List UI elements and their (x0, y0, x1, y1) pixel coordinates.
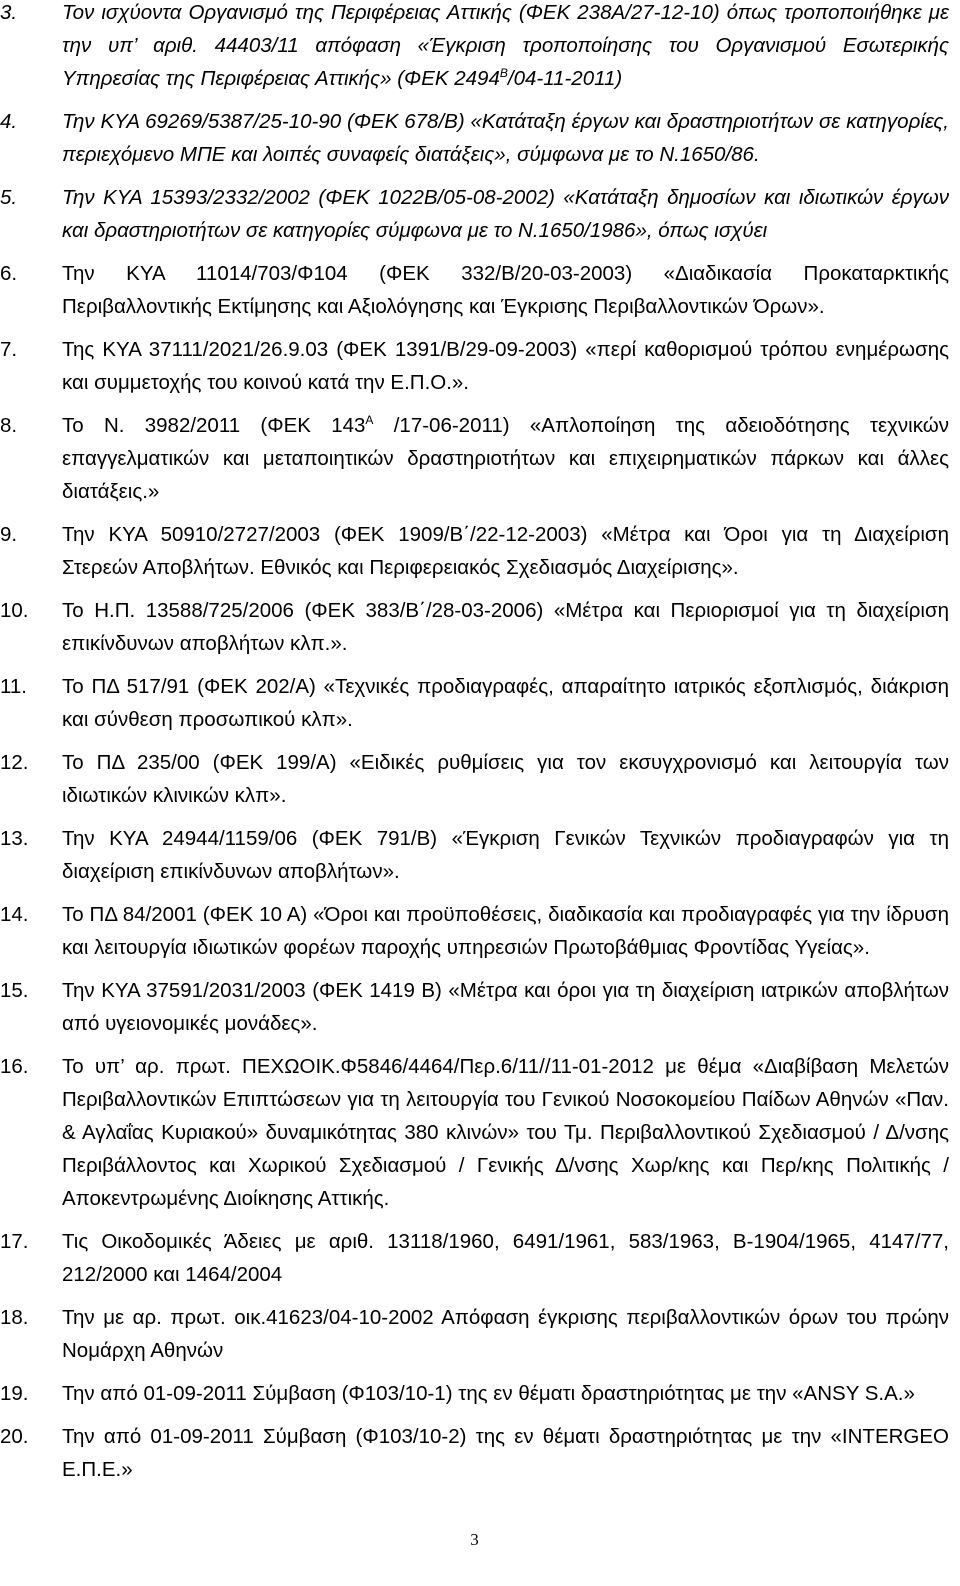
item-number: 19. (0, 1382, 29, 1405)
list-item (0, 974, 949, 1040)
item-text-main: Την από 01-09-2011 Σύμβαση (Φ103/10-1) της εν θέματι δραστηριότητας με την «ANSY S.A.» (62, 1382, 915, 1405)
item-text (62, 675, 949, 731)
item-number: 7. (0, 338, 18, 361)
item-number: 13. (0, 827, 29, 850)
item-number: 4. (0, 110, 18, 133)
item-text-main: Την ΚΥΑ 11014/703/Φ104 (ΦΕΚ 332/Β/20-03-2003) «Διαδικασία Προκαταρκτικής Περιβαλλοντικής Εκτίμησης και Αξιολόγησης και Έγκρισης Περιβαλλοντικών Όρων». (62, 262, 949, 318)
item-text (62, 1, 949, 90)
item-text-main: Το υπ’ αρ. πρωτ. ΠΕΧΩΟΙΚ.Φ5846/4464/Περ.6/11//11-01-2012 με θέμα «Διαβίβαση Μελετών Περιβαλλοντικών Επιπτώσεων για τη λειτουργία του Γενικού Νοσοκομείου Παίδων Αθηνών «Παν. & Αγλαΐας Κυριακού» δυναμικότητας 380 κλινών» του Τμ. Περιβαλλοντικού Σχεδιασμού / Δ/νσης Περιβάλλοντος και Χωρικού Σχεδιασμού / Γενικής Δ/νσης Χωρ/κης και Περ/κης Πολιτικής / Αποκεντρωμένης Διοίκησης Αττικής. (62, 1055, 949, 1210)
item-number: 14. (0, 903, 29, 926)
item-text (62, 523, 949, 579)
item-text-main: Τον ισχύοντα Οργανισμό της Περιφέρειας Αττικής (ΦΕΚ 238Α/27-12-10) όπως τροποποιήθηκε με την υπ’ αριθ. 44403/11 απόφαση «Έγκριση τροποποίησης του Οργανισμού Εσωτερικής Υπηρεσίας της Περιφέρειας Αττικής» (ΦΕΚ 2494 (62, 1, 949, 90)
item-text-main: Της ΚΥΑ 37111/2021/26.9.03 (ΦΕΚ 1391/Β/29-09-2003) «περί καθορισμού τρόπου ενημέρωσης και συμμετοχής του κοινού κατά την Ε.Π.Ο.». (62, 338, 949, 394)
item-text-main: Το ΠΔ 235/00 (ΦΕΚ 199/Α) «Ειδικές ρυθμίσεις για τον εκσυγχρονισμό και λειτουργία των ιδιωτικών κλινικών κλπ». (62, 751, 949, 807)
item-text (62, 979, 949, 1035)
list-item (0, 594, 949, 660)
item-text-tail: /04-11-2011) (507, 67, 623, 90)
item-text-main: Την ΚΥΑ 15393/2332/2002 (ΦΕΚ 1022Β/05-08-2002) «Κατάταξη δημοσίων και ιδιωτικών έργων και δραστηριοτήτων σε κατηγορίες σύμφωνα με το Ν.1650/1986», όπως ισχύει (62, 186, 949, 242)
page-number: 3 (470, 1530, 479, 1549)
item-text-main: Την ΚΥΑ 50910/2727/2003 (ΦΕΚ 1909/Β΄/22-12-2003) «Μέτρα και Όροι για τη Διαχείριση Στερεών Αποβλήτων. Εθνικός και Περιφερειακός Σχεδιασμός Διαχείρισης». (62, 523, 949, 579)
item-text (62, 338, 949, 394)
list-item (0, 105, 949, 171)
item-number: 8. (0, 414, 18, 437)
item-number: 15. (0, 979, 29, 1002)
item-text-main: Την ΚΥΑ 37591/2031/2003 (ΦΕΚ 1419 Β) «Μέτρα και όροι για τη διαχείριση ιατρικών αποβλήτων από υγειονομικές μονάδες». (62, 979, 949, 1035)
item-number: 9. (0, 523, 18, 546)
list-item (0, 181, 949, 247)
item-number: 6. (0, 262, 18, 285)
item-text-main: Την από 01-09-2011 Σύμβαση (Φ103/10-2) της εν θέματι δραστηριότητας με την «INTERGEO Ε.Π.Ε.» (62, 1425, 949, 1481)
item-number: 11. (0, 675, 27, 698)
item-number: 18. (0, 1306, 29, 1329)
item-text-main: Το Η.Π. 13588/725/2006 (ΦΕΚ 383/Β΄/28-03-2006) «Μέτρα και Περιορισμοί για τη διαχείριση επικίνδυνων αποβλήτων κλπ.». (62, 599, 949, 655)
item-text (62, 827, 949, 883)
item-number: 16. (0, 1055, 29, 1078)
item-number: 12. (0, 751, 29, 774)
list-item (0, 670, 949, 736)
item-text (62, 751, 949, 807)
item-number: 10. (0, 599, 29, 622)
list-item (0, 1225, 949, 1291)
item-text (62, 110, 949, 166)
list-item (0, 518, 949, 584)
item-text (62, 1382, 915, 1405)
list-item (0, 822, 949, 888)
item-superscript: Α (365, 413, 374, 428)
item-number: 3. (0, 1, 18, 24)
item-number: 17. (0, 1230, 29, 1253)
list-item (0, 1377, 949, 1410)
item-text-main: Το ΠΔ 84/2001 (ΦΕΚ 10 Α) «Όροι και προϋποθέσεις, διαδικασία και προδιαγραφές για την ίδρυση και λειτουργία ιδιωτικών φορέων παροχής υπηρεσιών Πρωτοβάθμιας Φροντίδας Υγείας». (62, 903, 949, 959)
item-text (62, 903, 949, 959)
item-text (62, 599, 949, 655)
list-item (0, 257, 949, 323)
item-text-main: Την ΚΥΑ 24944/1159/06 (ΦΕΚ 791/Β) «Έγκριση Γενικών Τεχνικών προδιαγραφών για τη διαχείριση επικίνδυνων αποβλήτων». (62, 827, 949, 883)
list-item (0, 746, 949, 812)
item-text-tail: /17-06-2011) «Απλοποίηση της αδειοδότησης τεχνικών επαγγελματικών και μεταποιητικών δραστηριοτήτων και επιχειρηματικών πάρκων και άλλες διατάξεις.» (62, 414, 949, 503)
list-item (0, 898, 949, 964)
item-text (62, 186, 949, 242)
item-text-main: Την ΚΥΑ 69269/5387/25-10-90 (ΦΕΚ 678/Β) «Κατάταξη έργων και δραστηριοτήτων σε κατηγορίες, περιεχόμενο ΜΠΕ και λοιπές συναφείς διατάξεις», σύμφωνα με το Ν.1650/86. (62, 110, 949, 166)
list-item (0, 1301, 949, 1367)
item-number: 20. (0, 1425, 29, 1448)
list-item (0, 1420, 949, 1486)
list-item (0, 409, 949, 508)
item-superscript: Β (499, 66, 508, 81)
item-text-main: Τις Οικοδομικές Άδειες με αριθ. 13118/1960, 6491/1961, 583/1963, Β-1904/1965, 4147/77, 212/2000 και 1464/2004 (62, 1230, 949, 1286)
item-text (62, 1230, 949, 1286)
list-item (0, 0, 949, 95)
item-text (62, 414, 949, 503)
item-text-main: Την με αρ. πρωτ. οικ.41623/04-10-2002 Απόφαση έγκρισης περιβαλλοντικών όρων του πρώην Νομάρχη Αθηνών (62, 1306, 949, 1362)
item-text-main: Το ΠΔ 517/91 (ΦΕΚ 202/Α) «Τεχνικές προδιαγραφές, απαραίτητο ιατρικός εξοπλισμός, διάκριση και σύνθεση προσωπικού κλπ». (62, 675, 949, 731)
item-text (62, 1306, 949, 1362)
list-item (0, 1050, 949, 1215)
list-item (0, 333, 949, 399)
item-text (62, 1425, 949, 1481)
item-text (62, 262, 949, 318)
item-text-main: Το Ν. 3982/2011 (ΦΕΚ 143 (62, 414, 366, 437)
item-number: 5. (0, 186, 18, 209)
item-text (62, 1055, 949, 1210)
